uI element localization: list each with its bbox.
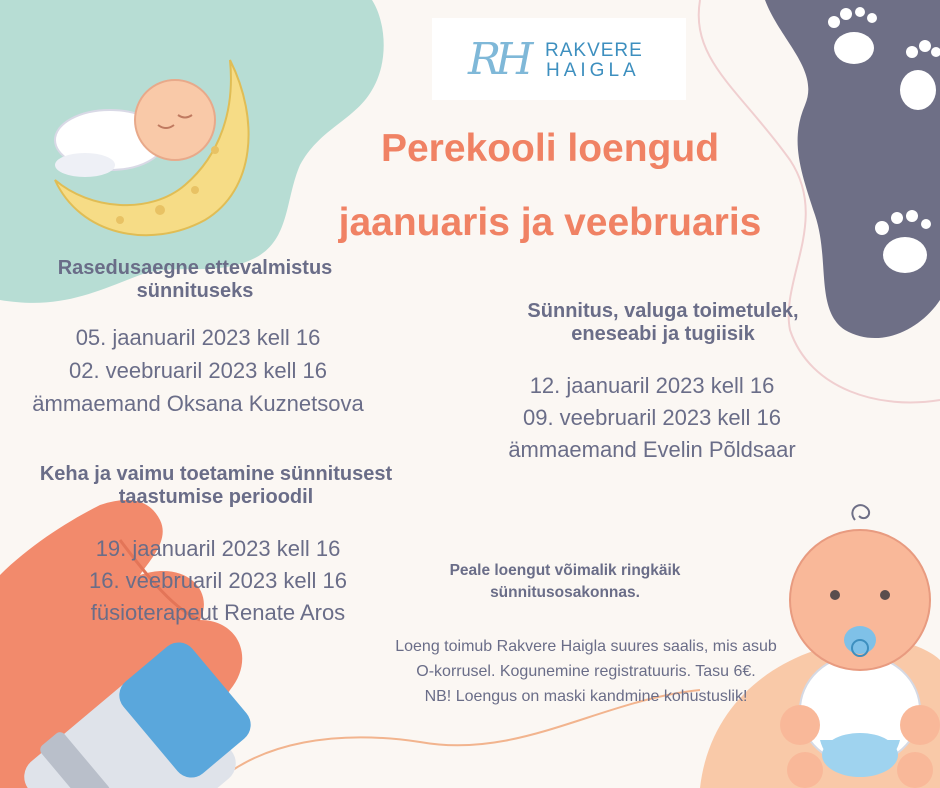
tour-note-line2: sünnitusosakonnas. (490, 584, 640, 601)
info-note-line1: Loeng toimub Rakvere Haigla suures saalis, mis asub (395, 638, 777, 655)
lecture1-heading-line2: sünnituseks (136, 280, 254, 302)
info-note-line3: NB! Loengus on maski kandmine kohustuslik! (424, 688, 748, 705)
lecture2-heading-line2: eneseabi ja tugiisik (571, 323, 755, 345)
lecture3-heading-line2: taastumise perioodil (118, 486, 314, 508)
lecture3-heading-line1: Keha ja vaimu toetamine sünnitusest (39, 463, 393, 485)
lecture2-date1: 12. jaanuaril 2023 kell 16 (529, 373, 775, 398)
lecture3-date1: 19. jaanuaril 2023 kell 16 (95, 536, 341, 561)
lecture3-date2: 16. veebruaril 2023 kell 16 (88, 568, 348, 593)
tour-note (420, 560, 710, 604)
lecture2-date2: 09. veebruaril 2023 kell 16 (522, 405, 782, 430)
logo-text-line2: HAIGLA (546, 60, 640, 81)
info-note-line2: O-korrusel. Kogunemine registratuuris. Tasu 6€. (416, 663, 756, 680)
lecture3-lecturer: füsioterapeut Renate Aros (90, 600, 346, 625)
tour-note-line1: Peale loengut võimalik ringkäik (449, 562, 681, 579)
lecture2-heading (488, 300, 838, 346)
title-line2: jaanuaris ja veebruaris (338, 201, 762, 245)
lecture1-date2: 02. veebruaril 2023 kell 16 (68, 358, 328, 383)
logo-text-line1: RAKVERE (545, 40, 643, 61)
lecture2-lecturer: ämmaemand Evelin Põldsaar (508, 437, 796, 462)
info-note (362, 634, 810, 709)
lecture1-lecturer: ämmaemand Oksana Kuznetsova (32, 391, 364, 416)
hospital-logo-icon: RH (468, 34, 528, 85)
lecture1-heading (20, 257, 370, 303)
lecture1-heading-line1: Rasedusaegne ettevalmistus (57, 257, 333, 279)
lecture3-heading (0, 463, 432, 509)
title-line1: Perekooli loengud (380, 127, 720, 170)
lecture2-heading-line1: Sünnitus, valuga toimetulek, (527, 300, 799, 322)
lecture1-date1: 05. jaanuaril 2023 kell 16 (75, 325, 321, 350)
page-title (260, 112, 840, 260)
